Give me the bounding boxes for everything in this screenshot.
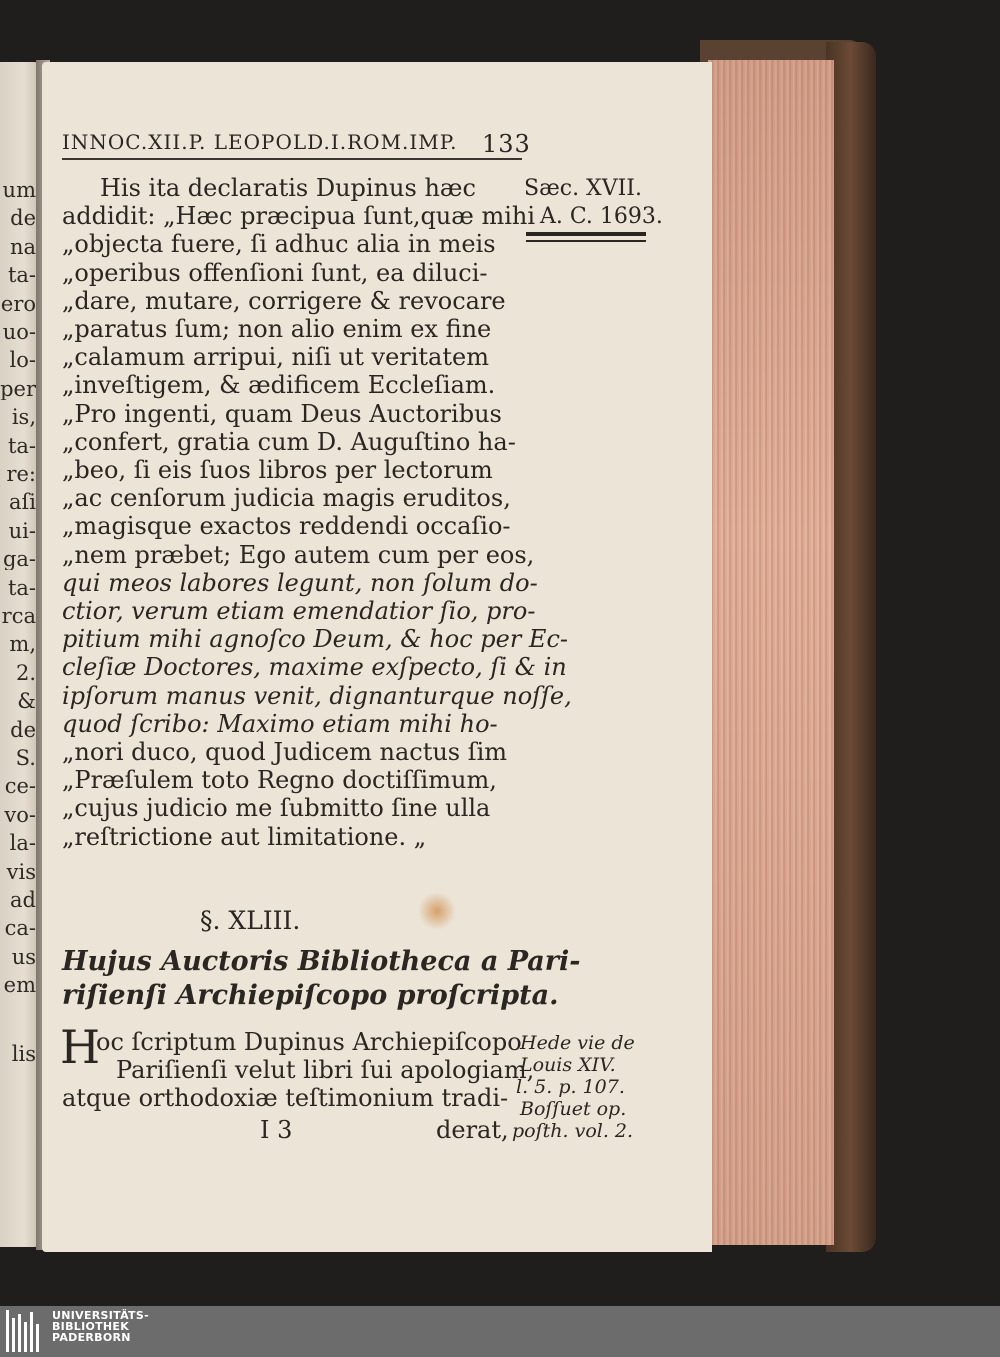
catchword: derat, [436, 1116, 509, 1144]
left-page-fragment: ta- [7, 435, 36, 457]
initial-letter: H [60, 1020, 101, 1074]
left-page-fragment: re: [6, 464, 36, 485]
body-line: „paratus ſum; non alio enim ex fine [62, 315, 492, 343]
body-line: „confert, gratia cum D. Auguſtino ha- [62, 427, 516, 456]
left-page-fragment: na [9, 236, 36, 258]
paper-stain [418, 892, 456, 930]
library-name [52, 1310, 149, 1343]
left-page-fragment: 2. [15, 662, 36, 684]
body-line: „objecta fuere, ſi adhuc alia in meis [62, 230, 496, 259]
margin-reference-line: Hede vie de [520, 1032, 635, 1054]
body-line: His ita declaratis Dupinus hæc [100, 174, 476, 202]
margin-reference-line: Louis XIV. [520, 1054, 616, 1076]
body-line: „cujus judicio me ſubmitto ſine ulla [62, 794, 491, 823]
left-page-fragment: ta- [7, 577, 36, 599]
section-title-line-2: riſienſi Archiepiſcopo proſcripta. [62, 980, 559, 1011]
left-page-fragment: ce- [4, 776, 36, 798]
left-page-fragment: S. [15, 748, 36, 769]
page-edges-shade [708, 60, 834, 1245]
body-line: „magisque exactos reddendi occaſio- [62, 512, 511, 541]
library-logo-icon [6, 1310, 46, 1352]
running-head: INNOC.XII.P. LEOPOLD.I.ROM.IMP. [62, 130, 458, 154]
left-page-fragment: uo- [2, 322, 36, 343]
margin-reference-line: l. 5. p. 107. [516, 1076, 625, 1098]
body-line: „beo, ſi eis ſuos libros per lectorum [62, 456, 493, 484]
left-page-fragment: is, [11, 407, 36, 429]
left-page-fragment: per [0, 378, 36, 400]
left-page-fragment: lis [11, 1043, 36, 1065]
left-page-fragment: aſi [8, 492, 36, 514]
left-page-fragment: la- [9, 833, 36, 855]
left-page-fragment: ui- [8, 520, 36, 542]
left-page-fragment: um [2, 180, 36, 201]
body-line: qui meos labores legunt, non ſolum do- [62, 568, 538, 597]
body-line: „Pro ingenti, quam Deus Auctoribus [62, 399, 502, 428]
para2-line-2: Pariſienſi velut libri ſui apologiam, [116, 1056, 535, 1084]
library-name-line-2: BIBLIOTHEK [52, 1320, 130, 1333]
left-page-fragment: ad [10, 890, 36, 911]
body-line: „reſtrictione aut limitatione. „ [62, 822, 427, 851]
body-line: ctior, verum etiam emendatior ſio, pro- [62, 597, 536, 625]
section-number: §. XLIII. [200, 906, 301, 935]
margin-rule [526, 232, 646, 236]
body-line: „ac cenſorum judicia magis eruditos, [62, 484, 511, 513]
body-line: „dare, mutare, corrigere & revocare [62, 286, 506, 315]
library-name-line-3: PADERBORN [52, 1331, 131, 1344]
margin-century: Sæc. XVII. [524, 176, 642, 201]
body-line: ipſorum manus venit, dignanturque noſſe, [62, 681, 572, 710]
left-page-fragment: rca [1, 606, 36, 627]
body-line: „calamum arripui, niſi ut veritatem [62, 343, 489, 372]
body-line: „nori duco, quod Judicem nactus ſim [62, 738, 508, 766]
left-page-fragment: ta- [7, 265, 36, 287]
left-page-fragment: vis [6, 861, 36, 883]
body-line: quod ſcribo: Maximo etiam mihi ho- [62, 709, 498, 738]
margin-year: A. C. 1693. [540, 204, 663, 229]
header-rule [62, 158, 522, 160]
margin-reference-line: Boſſuet op. [520, 1098, 627, 1120]
para2-line-1: oc ſcriptum Dupinus Archiepiſcopo [96, 1028, 522, 1056]
margin-reference-line: poſth. vol. 2. [512, 1120, 634, 1142]
margin-rule-thin [526, 240, 646, 242]
section-title-line-1: Hujus Auctoris Bibliotheca a Pari- [62, 946, 581, 977]
body-line: addidit: „Hæc præcipua ſunt,quæ mihi [62, 202, 536, 231]
left-page-fragment: m, [9, 634, 36, 656]
body-line: cleſiæ Doctores, maxime exſpecto, ſi & in [62, 653, 567, 682]
library-name-line-1: UNIVERSITÄTS- [52, 1309, 149, 1322]
body-line: „nem præbet; Ego autem cum per eos, [62, 540, 535, 569]
body-line: pitium mihi agnoſco Deum, & hoc per Ec- [62, 625, 569, 654]
signature-mark: I 3 [260, 1116, 293, 1144]
left-page-fragment: de [10, 208, 36, 230]
left-page-fragment: ca- [4, 918, 36, 940]
left-page-fragment: ga- [2, 549, 36, 571]
left-page-fragment: lo- [9, 350, 36, 372]
left-page-fragment: de [10, 719, 36, 741]
left-page-fragment: vo- [4, 804, 36, 826]
para2-line-3: atque orthodoxiæ teſtimonium tradi- [62, 1084, 509, 1112]
left-page-fragment: & [17, 691, 36, 713]
left-page-fragment: em [3, 975, 36, 997]
left-page-fragment: ero [0, 293, 36, 315]
left-page-fragment: us [11, 946, 36, 968]
body-line: „Præſulem toto Regno doctiſſimum, [62, 766, 497, 795]
body-line: „inveſtigem, & ædificem Eccleſiam. [62, 371, 496, 400]
body-line: „operibus offenſioni ſunt, ea diluci- [62, 258, 488, 287]
page-number: 133 [482, 130, 531, 158]
library-footer [0, 1306, 1000, 1357]
